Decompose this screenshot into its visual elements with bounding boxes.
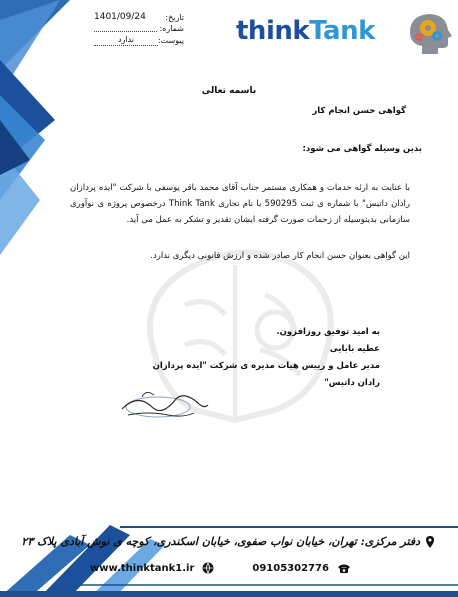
logo-wordmark <box>236 16 375 46</box>
attachment-label: پیوست: <box>157 36 184 45</box>
letter-intro: بدین وسیله گواهی می شود: <box>302 144 422 154</box>
letter-heading: باسمه تعالی <box>201 86 257 96</box>
attachment-value: ندارد <box>94 34 158 46</box>
letter-footer <box>0 505 458 597</box>
signer-title: مدیر عامل و رییس هیات مدیره ی شرکت "ایده پردازان رادان داتیس" <box>152 361 380 388</box>
brain-gear-head-icon <box>404 10 454 56</box>
globe-icon <box>202 562 214 574</box>
signature-block <box>140 324 380 392</box>
number-label: شماره: <box>159 24 184 33</box>
attachment-row <box>94 34 184 46</box>
number-row <box>94 23 184 34</box>
footer-contacts <box>90 562 351 574</box>
footer-decor <box>0 505 458 597</box>
decorative-triangles <box>0 0 70 260</box>
letter-meta <box>94 12 184 46</box>
footer-website[interactable]: www.thinktank1.ir <box>90 562 195 574</box>
letter-paragraph-2: این گواهی بعنوان حسن انجام کار صادر شده و ارزش قانونی دیگری ندارد. <box>150 251 410 261</box>
footer-address <box>21 535 436 548</box>
date-row <box>94 12 184 23</box>
number-value-line <box>94 23 157 32</box>
signer-name: عطیه بابایی <box>329 344 380 354</box>
footer-phone[interactable]: 09105302776 <box>252 562 329 574</box>
closing-text: به امید توفیق روزافزون. <box>276 327 380 337</box>
phone-icon <box>337 562 351 574</box>
letter-paragraph-1: با عنایت به ارئه خدمات و همکاری مستمر جناب آقای محمد باقر یوسفی با شرکت "ایده پردازان رادان داتیس" با شماره ی ثبت 590295 با نام تجاری Think Tank درخصوص پروژه ی نوآوری سازمانی بدینوسیله از زحمات صورت گرفته ایشان تقدیر و تشکر به عمل می آید. <box>70 183 410 225</box>
date-value: 1401/09/24 <box>94 12 146 22</box>
location-pin-icon <box>424 536 436 548</box>
letter-subject: گواهی حسن انجام کار <box>312 106 406 116</box>
logo-think-text: think <box>236 16 310 46</box>
footer-address-text: دفتر مرکزی: تهران، خیابان نواب صفوی، خیابان اسکندری، کوچه ی نوش آبادی پلاک ۲۳ <box>21 535 420 548</box>
handwritten-signature-stamp <box>118 385 210 423</box>
think-tank-logo <box>236 10 456 54</box>
date-label: تاریخ: <box>165 13 184 22</box>
logo-tank-text: Tank <box>309 16 375 46</box>
